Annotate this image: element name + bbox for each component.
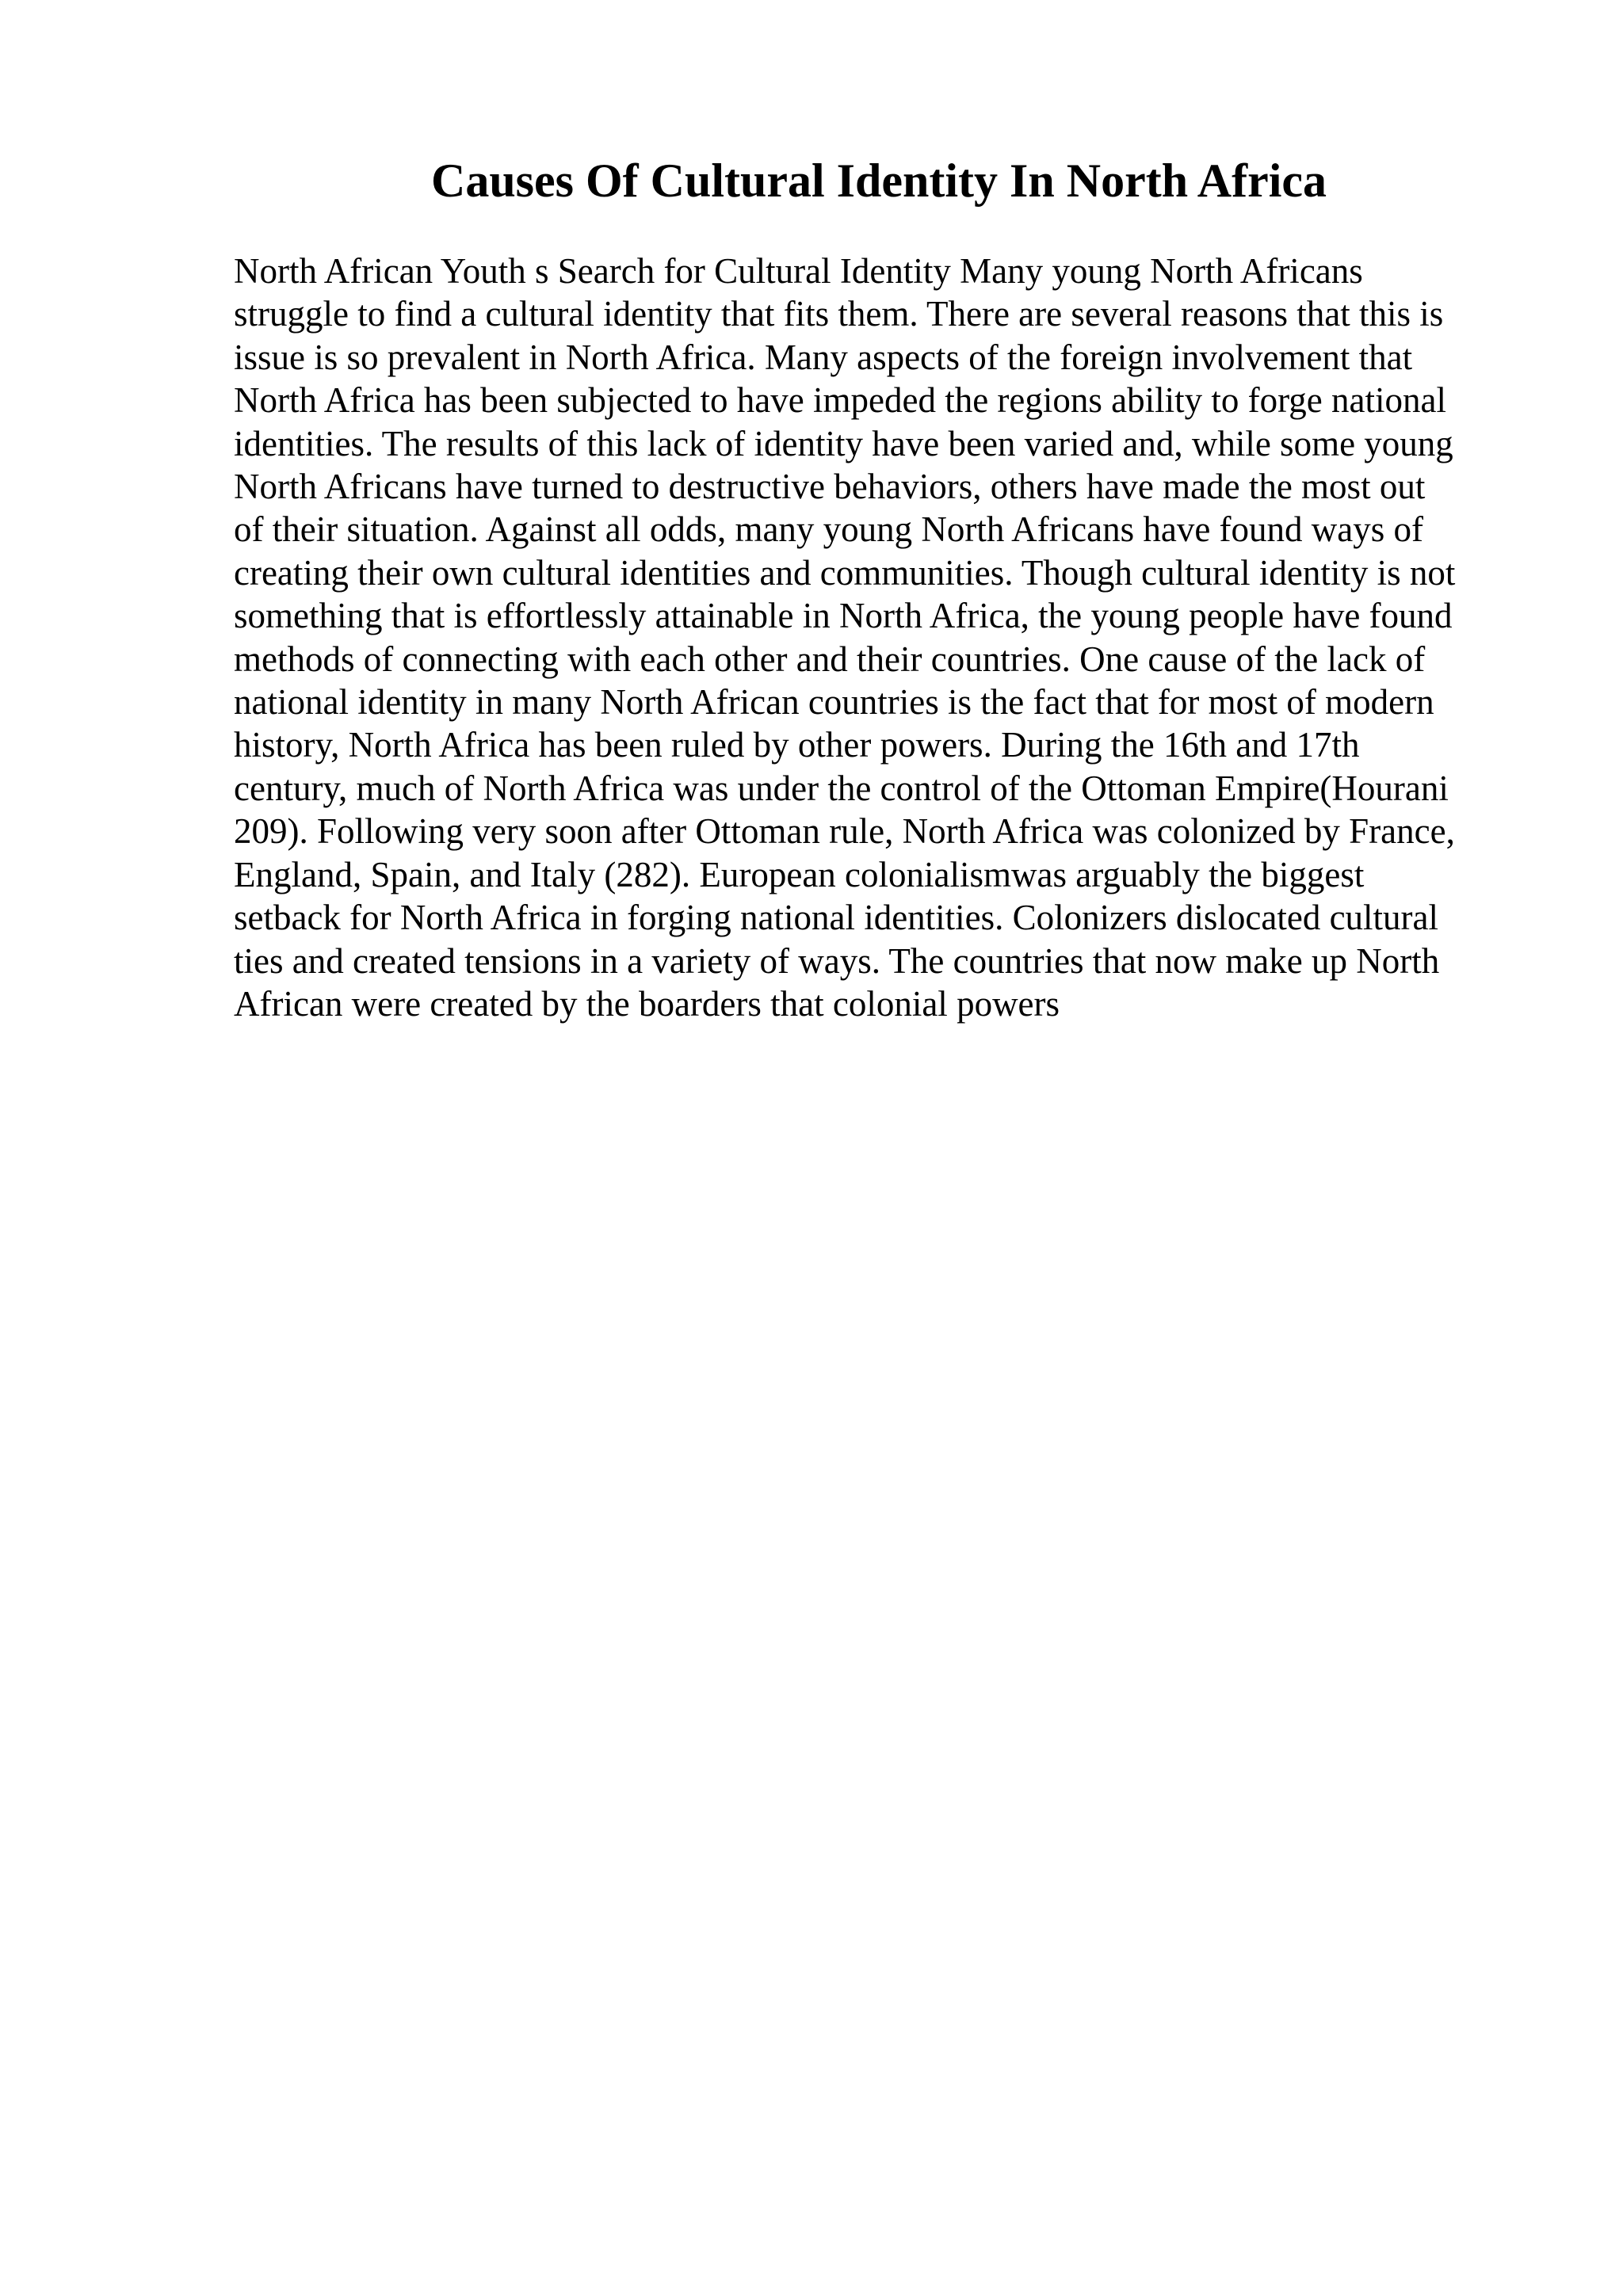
body-line: setback for North Africa in forging national identities. Colonizers dislocated cultural <box>234 898 1439 938</box>
body-line: North African Youth s Search for Cultural Identity Many young North Africans <box>234 251 1363 291</box>
body-line: struggle to find a cultural identity that fits them. There are several reasons that this is <box>234 294 1444 334</box>
body-line: creating their own cultural identities and communities. Though cultural identity is not <box>234 552 1456 593</box>
body-line: methods of connecting with each other and their countries. One cause of the lack of <box>234 639 1426 679</box>
document-body <box>234 250 1518 1025</box>
body-line: century, much of North Africa was under the control of the Ottoman Empire(Hourani <box>234 768 1449 808</box>
body-line: issue is so prevalent in North Africa. Many aspects of the foreign involvement that <box>234 337 1413 377</box>
body-line: identities. The results of this lack of identity have been varied and, while some young <box>234 423 1453 463</box>
body-line: something that is effortlessly attainable in North Africa, the young people have found <box>234 596 1453 636</box>
body-line: national identity in many North African countries is the fact that for most of modern <box>234 682 1434 723</box>
body-line: history, North Africa has been ruled by other powers. During the 16th and 17th <box>234 725 1360 765</box>
document-title: Causes Of Cultural Identity In North Africa <box>430 154 1327 207</box>
body-line: African were created by the boarders that colonial powers <box>234 983 1060 1024</box>
body-line: of their situation. Against all odds, many young North Africans have found ways of <box>234 509 1423 550</box>
body-line: North Africa has been subjected to have impeded the regions ability to forge national <box>234 380 1446 421</box>
body-line: 209). Following very soon after Ottoman rule, North Africa was colonized by France, <box>234 811 1455 852</box>
body-line: England, Spain, and Italy (282). European colonialismwas arguably the biggest <box>234 854 1365 894</box>
body-line: North Africans have turned to destructive behaviors, others have made the most out <box>234 467 1426 507</box>
body-line: ties and created tensions in a variety of ways. The countries that now make up North <box>234 940 1440 981</box>
